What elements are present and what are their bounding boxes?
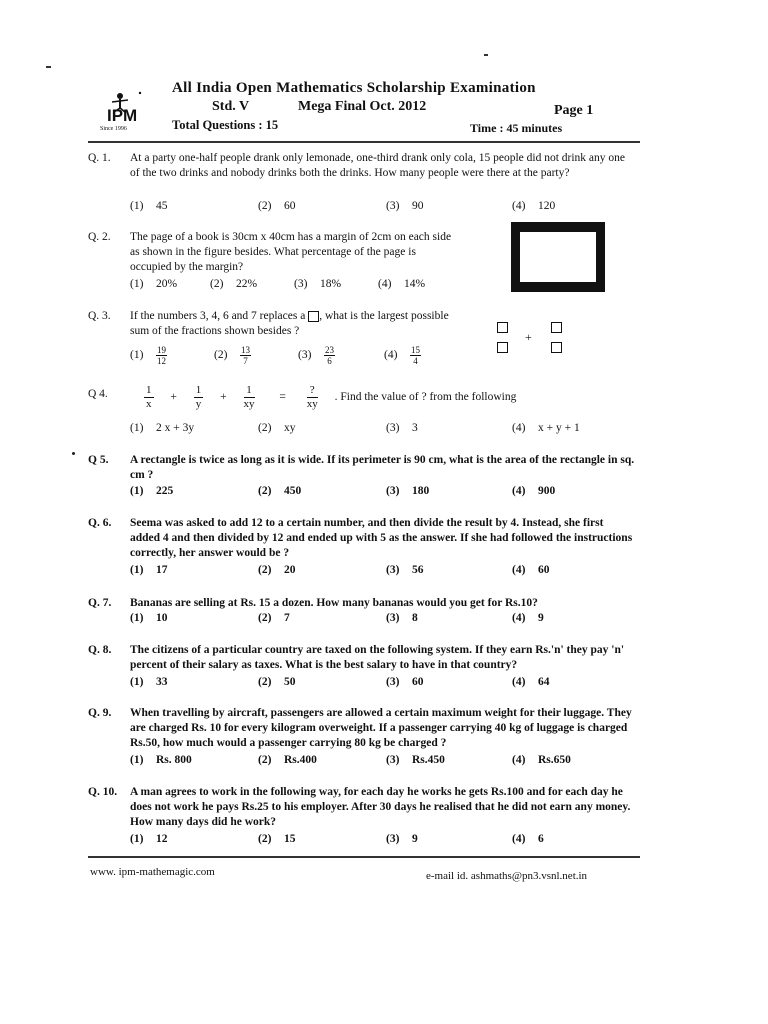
option-value: 18% — [320, 278, 342, 290]
option-number: (2) — [214, 349, 228, 362]
stray-mark — [46, 66, 51, 68]
option-value: 45 — [156, 200, 168, 212]
logo-text: IPM — [107, 106, 138, 125]
option-number: (2) — [258, 422, 272, 434]
option-value: Rs.400 — [284, 754, 317, 766]
option-number: (4) — [384, 349, 398, 362]
option-number: (4) — [512, 754, 526, 766]
question-text: At a party one-half people drank only lemonade, one-third drank only cola, 15 people did not drink any one of the two drinks and nobody drinks both the drinks. How many people were there at the party? — [130, 152, 625, 179]
option-number: (4) — [512, 833, 526, 845]
option-number: (3) — [386, 612, 400, 624]
options — [130, 199, 640, 214]
option-number: (2) — [258, 676, 272, 688]
option-value: Rs.650 — [538, 754, 571, 766]
question-text: Seema was asked to add 12 to a certain number, and then divide the result by 4. Instead, she first added 4 and then divided by 12 and ended up with 5 as the answer. If she had followed the instructions correctly, her answer would be ? — [130, 517, 633, 559]
option-value: 180 — [412, 485, 430, 497]
box-icon — [551, 342, 562, 353]
option-number: (1) — [130, 485, 144, 497]
option-number: (3) — [386, 833, 400, 845]
time-label: Time : 45 minutes — [470, 121, 563, 135]
question-number: Q 4. — [88, 388, 108, 400]
option-value: 225 — [156, 485, 174, 497]
question-text: , what is the largest possible sum of the fractions shown besides ? — [130, 310, 449, 337]
option-number: (3) — [298, 349, 312, 362]
option-number: (3) — [386, 485, 400, 497]
option-value: 7 — [284, 612, 290, 624]
question-8 — [88, 643, 648, 693]
option-value: 6 — [538, 833, 544, 845]
option-number: (4) — [378, 278, 392, 290]
option-value: 60 — [538, 564, 550, 576]
option-number: (3) — [386, 676, 400, 688]
question-1 — [88, 151, 648, 221]
exam-name: Mega Final Oct. 2012 — [298, 99, 427, 114]
option-number: (2) — [258, 200, 272, 212]
header-rule — [88, 141, 640, 143]
option-number: (2) — [258, 485, 272, 497]
question-number: Q. 3. — [88, 310, 111, 322]
option-number: (1) — [130, 833, 144, 845]
exam-title: All India Open Mathematics Scholarship Examination — [172, 80, 536, 96]
option-number: (3) — [294, 278, 308, 290]
page-number: Page 1 — [554, 103, 594, 118]
option-value: 20% — [156, 278, 178, 290]
options — [130, 832, 640, 847]
question-text: Bananas are selling at Rs. 15 a dozen. How many bananas would you get for Rs.10? — [130, 597, 538, 609]
option-number: (2) — [258, 754, 272, 766]
options — [130, 563, 640, 578]
option-value: 20 — [284, 564, 296, 576]
options — [130, 484, 640, 499]
option-number: (3) — [386, 200, 400, 212]
box-icon — [497, 342, 508, 353]
stray-mark — [72, 452, 75, 455]
question-text: The citizens of a particular country are taxed on the following system. If they earn Rs.'n' they pay 'n' percent of their salary as taxes. What is the best salary to have in that country? — [130, 644, 625, 671]
question-number: Q. 1. — [88, 152, 111, 164]
std-label: Std. V — [212, 99, 250, 114]
option-value: Rs.450 — [412, 754, 445, 766]
option-value: 9 — [538, 612, 544, 624]
option-number: (2) — [258, 833, 272, 845]
option-number: (4) — [512, 485, 526, 497]
question-7 — [88, 596, 648, 628]
fraction-boxes-figure — [497, 322, 567, 356]
option-number: (4) — [512, 676, 526, 688]
option-value: 14% — [404, 278, 426, 290]
blank-box-icon — [308, 311, 319, 322]
option-number: (1) — [130, 676, 144, 688]
option-number: (2) — [210, 278, 224, 290]
question-text: A rectangle is twice as long as it is wide. If its perimeter is 90 cm, what is the area of the rectangle in sq. cm ? — [130, 454, 635, 481]
option-number: (4) — [512, 564, 526, 576]
total-questions: Total Questions : 15 — [172, 118, 279, 132]
option-value: xy — [284, 422, 296, 434]
footer-rule — [88, 856, 640, 858]
option-number: (4) — [512, 612, 526, 624]
box-icon — [551, 322, 562, 333]
option-number: (1) — [130, 422, 144, 434]
fraction: $\frac{19}{12}$ — [157, 345, 166, 366]
question-4 — [88, 384, 648, 444]
options — [130, 753, 640, 768]
option-value: 12 — [156, 833, 168, 845]
option-number: (1) — [130, 349, 144, 362]
question-6 — [88, 516, 648, 580]
question-text: If the numbers 3, 4, 6 and 7 replaces a — [130, 310, 306, 322]
option-number: (2) — [258, 564, 272, 576]
option-value: 56 — [412, 564, 424, 576]
question-9 — [88, 706, 648, 770]
question-number: Q 5. — [88, 454, 109, 466]
option-number: (3) — [386, 754, 400, 766]
fraction: $\frac{23}{6}$ — [325, 345, 334, 366]
option-value: Rs. 800 — [156, 754, 192, 766]
option-value: 22% — [236, 278, 258, 290]
question-text: The page of a book is 30cm x 40cm has a margin of 2cm on each side as shown in the figure besides. What percentage of the page is occupied by the margin? — [130, 231, 452, 273]
page-inner-area — [520, 232, 596, 282]
option-number: (1) — [130, 612, 144, 624]
email-link[interactable]: e-mail id. ashmaths@pn3.vsnl.net.in — [426, 870, 588, 882]
option-number: (1) — [130, 754, 144, 766]
option-number: (2) — [258, 612, 272, 624]
fraction: $\frac{13}{7}$ — [241, 345, 250, 366]
option-value: 450 — [284, 485, 302, 497]
question-text: When travelling by aircraft, passengers are allowed a certain maximum weight for their luggage. They are charged Rs. 10 for every kilogram overweight. If a passenger carrying 40 kg of luggage is charged Rs.50, how much would a passenger carrying 80 kg be charged ? — [130, 707, 632, 749]
option-value: 60 — [284, 200, 296, 212]
option-value: 33 — [156, 676, 168, 688]
option-value: 10 — [156, 612, 168, 624]
option-value: 2 x + 3y — [156, 422, 195, 434]
option-number: (3) — [386, 564, 400, 576]
option-value: 900 — [538, 485, 556, 497]
question-number: Q. 8. — [88, 644, 112, 656]
question-5 — [88, 453, 648, 503]
question-text: A man agrees to work in the following way, for each day he works he gets Rs.100 and for each day he does not work he pays Rs.25 to his employer. After 30 days he realised that he did not earn any money. How many days did he work? — [130, 786, 631, 828]
option-value: 9 — [412, 833, 418, 845]
question-number: Q. 7. — [88, 597, 112, 609]
question-number: Q. 10. — [88, 786, 118, 798]
question-10 — [88, 785, 648, 849]
option-value: 50 — [284, 676, 296, 688]
option-number: (4) — [512, 200, 526, 212]
logo-since: Since 1996 — [100, 126, 127, 132]
options — [130, 345, 460, 369]
option-number: (1) — [130, 200, 144, 212]
question-number: Q. 2. — [88, 231, 111, 243]
equation: $\frac{1}{x}$ + $\frac{1}{y}$ + $\frac{1}{xy}$ = ? xy . Find the value of ? from the following — [146, 384, 517, 410]
options — [130, 675, 640, 690]
option-value: 3 — [412, 422, 418, 434]
options — [130, 611, 640, 626]
option-value: 15 — [284, 833, 296, 845]
stray-mark — [484, 54, 488, 56]
options — [130, 421, 640, 436]
option-value: 90 — [412, 200, 424, 212]
option-value: 60 — [412, 676, 424, 688]
plus-sign: + — [525, 330, 532, 344]
option-number: (1) — [130, 278, 144, 290]
question-number: Q. 6. — [88, 517, 112, 529]
fraction: $\frac{15}{4}$ — [411, 345, 420, 366]
website-link[interactable]: www. ipm-mathemagic.com — [90, 866, 215, 878]
question-number: Q. 9. — [88, 707, 112, 719]
option-value: 17 — [156, 564, 168, 576]
options — [130, 277, 470, 292]
question-text: . Find the value of ? from the following — [334, 391, 517, 403]
page-margin-figure — [511, 222, 605, 292]
option-value: 64 — [538, 676, 550, 688]
option-number: (4) — [512, 422, 526, 434]
box-icon — [497, 322, 508, 333]
option-value: x + y + 1 — [538, 422, 580, 434]
option-number: (1) — [130, 564, 144, 576]
option-value: 8 — [412, 612, 418, 624]
option-value: 120 — [538, 200, 556, 212]
option-number: (3) — [386, 422, 400, 434]
